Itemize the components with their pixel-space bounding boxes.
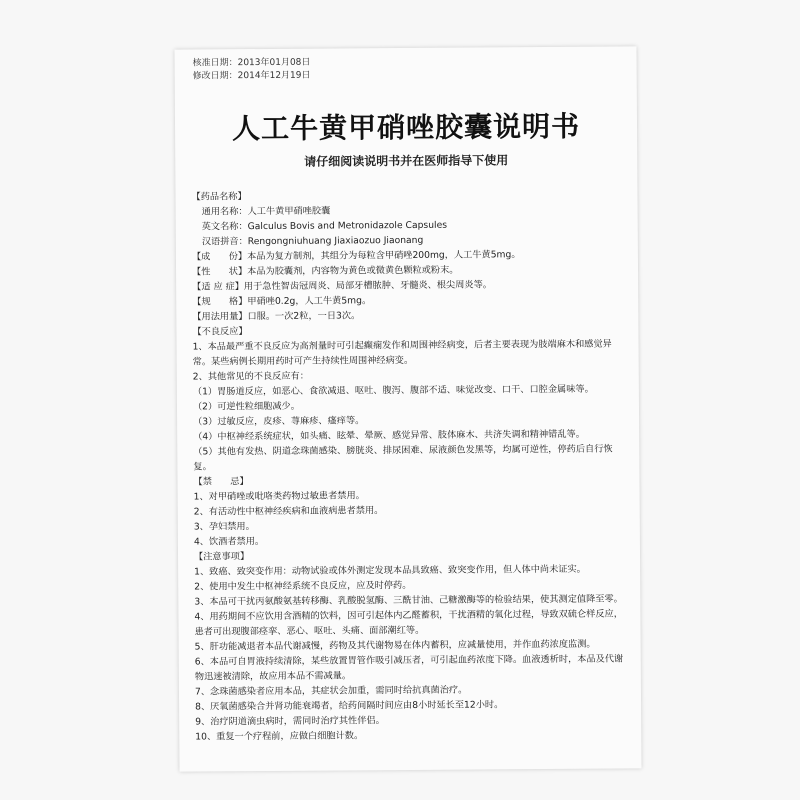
adverse-item: （5）其他有发热、阴道念珠菌感染、膀胱炎、排尿困难、尿液颜色发黑等，均属可逆性，停药后自行恢复。 [193,443,613,473]
contraindications-header: 【禁 忌】 [193,476,249,488]
precaution-item: 4、用药期间不应饮用含酒精的饮料，因可引起体内乙醛蓄积，干扰酒精的氧化过程，导致双硫仑样反应，患者可出现腹部痉挛、恶心、呕吐、头痛、面部潮红等。 [194,608,623,638]
generic-name: 通用名称：人工牛黄甲硝唑胶囊 [201,205,331,218]
adverse-reactions-header: 【不良反应】 [192,326,248,338]
dosage: 【用法用量】口服。一次2粒，一日3次。 [192,310,361,323]
approval-date: 核准日期：2013年01月08日 [192,57,311,69]
adverse-item: （4）中枢神经系统症状，如头痛、眩晕、晕厥、感觉异常、肢体麻木、共济失调和精神错乱等。 [193,428,585,443]
properties: 【性 状】本品为胶囊剂，内容物为黄色或微黄色颗粒或粉末。 [191,264,459,278]
adverse-item: 1、本品最严重不良反应为高剂量时可引起癫痫发作和周围神经病变，后者主要表现为肢端麻木和感觉异常。某些病例长期用药时可产生持续性周围神经病变。 [192,338,612,368]
document-title: 人工牛黄甲硝唑胶囊说明书 [231,109,581,146]
adverse-item: （1）胃肠道反应，如恶心、食欲减退、呕吐、腹泻、腹部不适、味觉改变、口干、口腔金属味等。 [192,383,594,398]
precaution-item: 6、本品可自胃液持续清除，某些放置胃管作吸引减压者，可引起血药浓度下降。血液透析时，本品及代谢物迅速被清除，故应用本品不需减量。 [194,653,624,683]
precaution-item: 5、肝功能减退者本品代谢减慢，药物及其代谢物易在体内蓄积，应减量使用，并作血药浓度监测。 [194,638,596,653]
precaution-item: 8、厌氧菌感染合并肾功能衰竭者，给药间隔时间应由8小时延长至12小时。 [195,699,504,713]
precaution-item: 1、致癌、致突变作用：动物试验或体外测定发现本品具致癌、致突变作用，但人体中尚未证实。 [194,563,586,578]
precaution-item: 3、本品可干扰丙氨酸氨基转移酶、乳酸脱氢酶、三酰甘油、己糖激酶等的检验结果，使其测定值降至零。 [194,593,623,608]
leaflet-sheet [174,46,641,771]
precaution-item: 9、治疗阴道滴虫病时，需同时治疗其性伴侣。 [195,715,385,728]
adverse-item: 2、其他常见的不良反应有： [192,370,309,383]
precaution-item: 2、使用中发生中枢神经系统不良反应，应及时停药。 [194,579,412,593]
leaflet-body [191,186,627,744]
contraindication-item: 1、对甲硝唑或吡咯类药物过敏患者禁用。 [193,490,365,503]
date-block [193,57,311,84]
contraindication-item: 3、孕妇禁用。 [193,521,255,533]
contraindication-item: 2、有活动性中枢神经疾病和血液病患者禁用。 [193,505,384,518]
pinyin-name: 汉语拼音：Rengongniuhuang Jiaxiaozuo Jiaonang [201,234,424,248]
precaution-item: 10、重复一个疗程前，应做白细胞计数。 [195,730,364,743]
precaution-item: 7、念珠菌感染者应用本品，其症状会加重，需同时给抗真菌治疗。 [194,684,468,698]
contraindication-item: 4、饮酒者禁用。 [193,536,265,548]
precautions-header: 【注意事项】 [193,551,250,563]
revision-date: 修改日期：2014年12月19日 [192,70,311,82]
specification: 【规 格】甲硝唑0.2g，人工牛黄5mg。 [192,295,372,308]
indications: 【适 应 症】用于急性智齿冠周炎、局部牙槽脓肿、牙髓炎、根尖周炎等。 [192,279,493,293]
drug-name-header: 【药品名称】 [191,191,247,203]
adverse-item: （2）可逆性粒细胞减少。 [192,400,300,413]
document-subtitle: 请仔细阅读说明书并在医师指导下使用 [304,153,509,169]
composition: 【成 份】本品为复方制剂，其组分为每粒含甲硝唑200mg，人工牛黄5mg。 [191,249,521,263]
english-name: 英文名称：Galculus Bovis and Metronidazole Capsules [201,219,448,233]
adverse-item: （3）过敏反应，皮疹、荨麻疹、瘙痒等。 [193,415,365,428]
